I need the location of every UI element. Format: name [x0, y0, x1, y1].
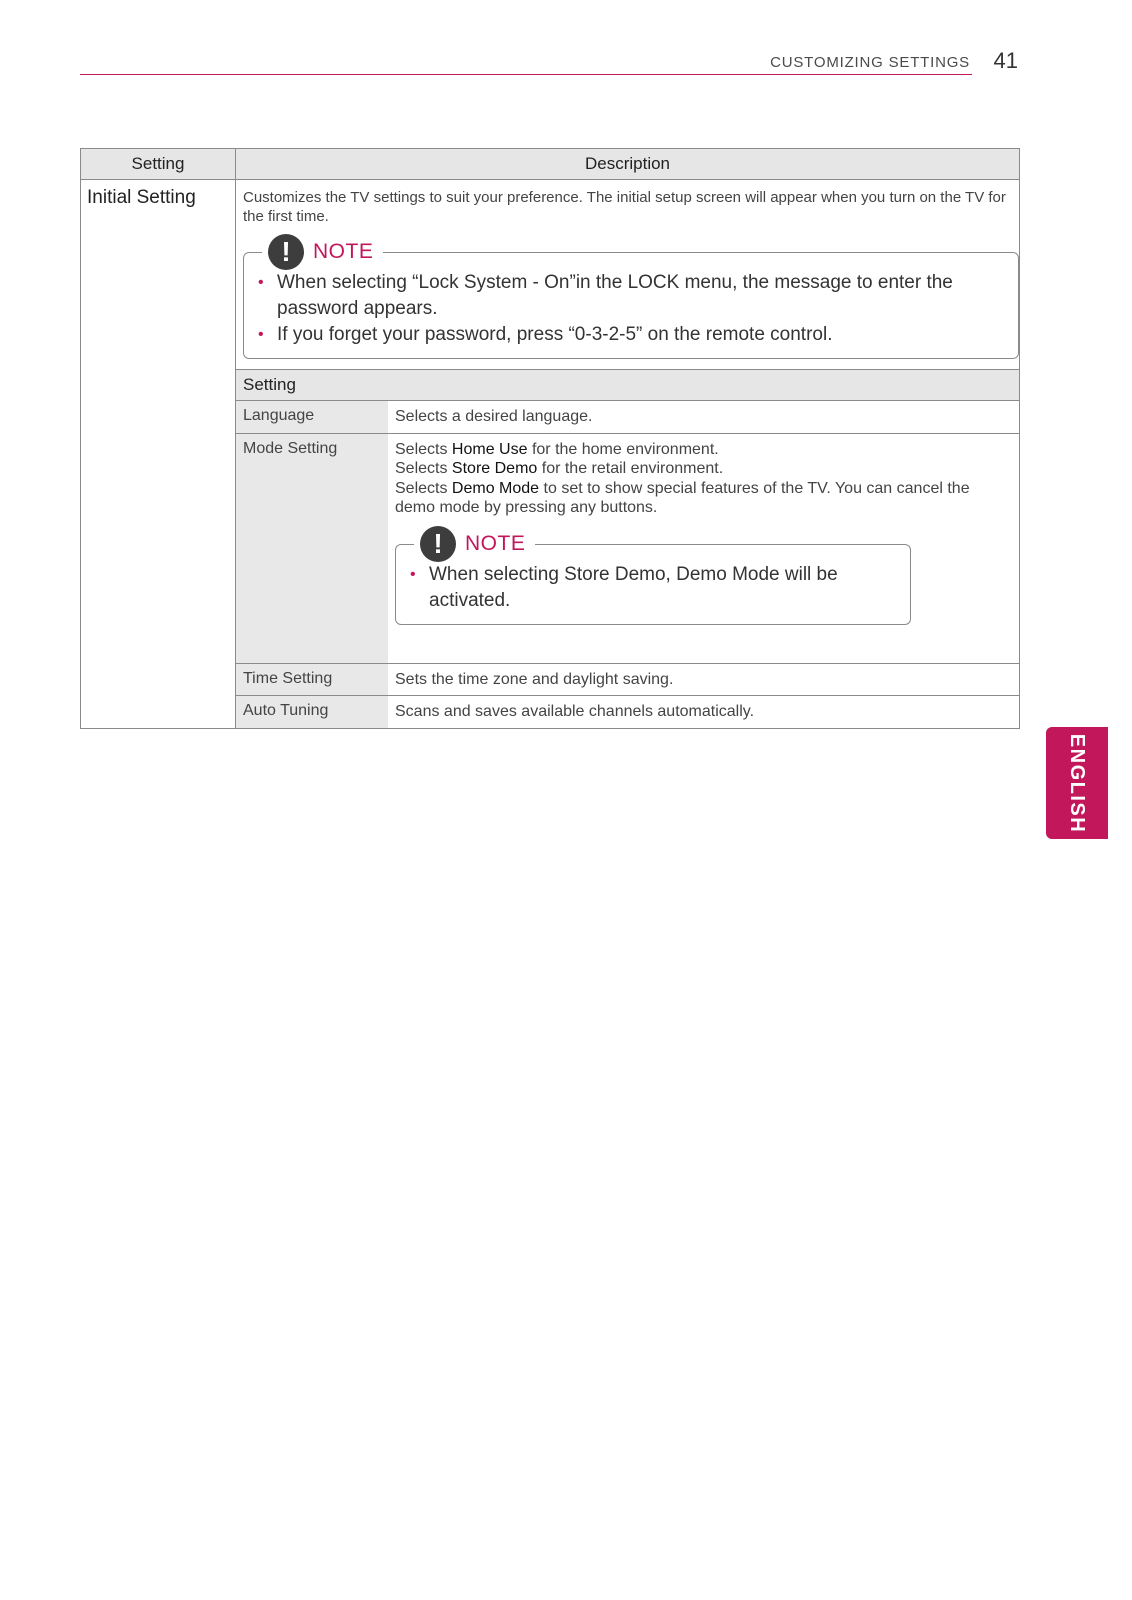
bullet-icon: • — [258, 326, 264, 343]
desc-text: Selects — [395, 460, 452, 477]
note-box — [243, 236, 1019, 359]
setting-name: Initial Setting — [81, 180, 236, 729]
sub-setting-name: Language — [236, 401, 388, 434]
section-title: CUSTOMIZING SETTINGS — [770, 54, 970, 71]
option-store-demo: Store Demo — [451, 460, 538, 477]
desc-text: for the home environment. — [527, 440, 719, 458]
language-tab-label: ENGLISH — [1066, 733, 1089, 833]
exclamation-icon: ! — [420, 526, 456, 562]
note-label: NOTE — [465, 531, 526, 555]
mode-line-store — [395, 459, 1012, 479]
desc-text: Selects — [395, 479, 452, 497]
note-heading — [414, 525, 535, 563]
settings-table — [80, 148, 1020, 729]
desc-text: for the retail environment. — [537, 460, 724, 477]
sub-setting-description — [388, 433, 1019, 663]
description-text: Customizes the TV settings to suit your preference. The initial setup screen will appear when you turn on the TV for the first time. — [243, 189, 1006, 225]
note-item — [258, 322, 1008, 348]
table-row — [236, 433, 1019, 663]
sub-column-header: Setting — [236, 370, 1019, 401]
column-header-setting: Setting — [81, 149, 236, 180]
sub-table-header-row — [236, 370, 1019, 401]
mode-line-demo — [395, 479, 1012, 518]
sub-setting-name: Auto Tuning — [236, 696, 388, 728]
note-item-text: If you forget your password, press “0-3-2-5” on the remote control. — [277, 324, 833, 345]
bullet-icon: • — [410, 565, 416, 583]
setting-description — [236, 180, 1020, 729]
note-item — [258, 270, 1008, 322]
header-divider — [80, 74, 972, 75]
column-header-description: Description — [236, 149, 1020, 180]
note-item-text: When selecting “Lock System - On”in the LOCK menu, the message to enter the password appears. — [277, 272, 953, 319]
note-item — [410, 562, 900, 614]
desc-text: Selects — [395, 440, 452, 458]
sub-setting-description: Sets the time zone and daylight saving. — [388, 663, 1019, 696]
table-header-row — [81, 149, 1020, 180]
page-number: 41 — [993, 48, 1018, 73]
table-row — [81, 180, 1020, 729]
option-home-use: Home Use — [451, 440, 528, 458]
table-row — [236, 401, 1019, 434]
option-demo-mode: Demo Mode — [451, 479, 540, 497]
sub-setting-name: Mode Setting — [236, 433, 388, 663]
language-tab — [1046, 727, 1108, 839]
sub-setting-name: Time Setting — [236, 663, 388, 696]
sub-setting-description: Scans and saves available channels automatically. — [388, 696, 1019, 728]
sub-settings-table — [236, 369, 1019, 728]
note-label: NOTE — [313, 240, 374, 263]
exclamation-icon: ! — [268, 234, 304, 270]
page-header — [80, 48, 1020, 76]
note-heading — [262, 233, 383, 271]
sub-setting-description: Selects a desired language. — [388, 401, 1019, 434]
note-item-text: When selecting Store Demo, Demo Mode will be activated. — [429, 563, 838, 611]
note-box — [395, 527, 911, 625]
desc-text: to set to show special features of the TV. You can cancel the demo mode by pressing any buttons. — [395, 479, 970, 516]
table-row — [236, 663, 1019, 696]
table-row — [236, 696, 1019, 728]
bullet-icon: • — [258, 274, 264, 291]
mode-line-home — [395, 440, 1012, 460]
